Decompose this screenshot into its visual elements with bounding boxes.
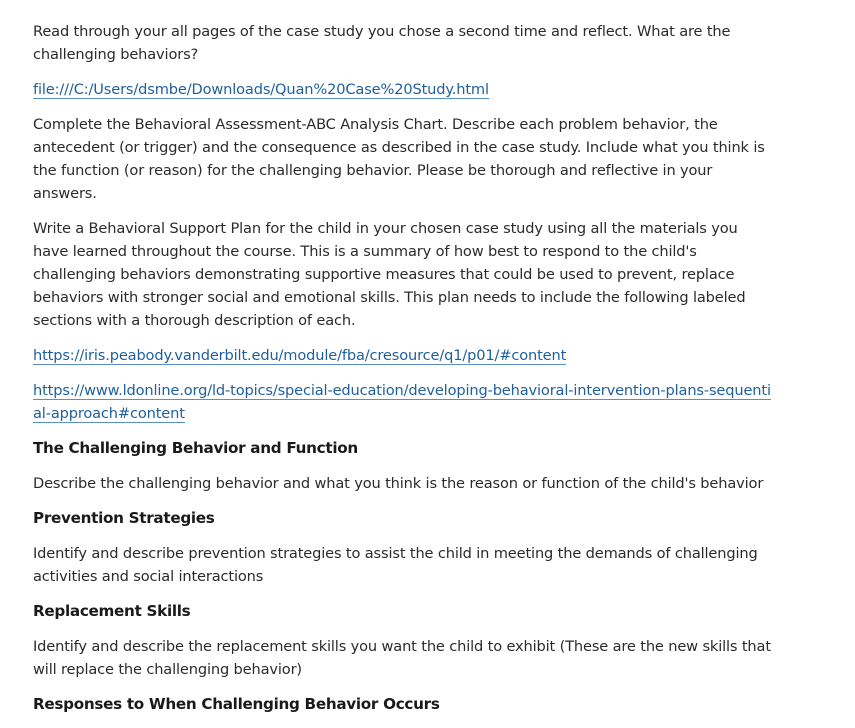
instruction-paragraph-3: Write a Behavioral Support Plan for the child in your chosen case study using all the materials you have learned throughout the course. This is a summary of how best to respond to the child's challenging behaviors demonstrating supportive measures that could be used to prevent, replace behaviors with stronger social and emotional skills. This plan needs to include the following labeled sections with a thorough description of each. bbox=[33, 220, 746, 329]
link-paragraph-3 bbox=[33, 379, 773, 425]
link-paragraph-2 bbox=[33, 344, 773, 367]
section-body-prevention-strategies: Identify and describe prevention strategies to assist the child in meeting the demands of challenging activities and social interactions bbox=[33, 545, 758, 585]
ldonline-link[interactable]: https://www.ldonline.org/ld-topics/special-education/developing-behavioral-intervention-plans-sequential-approach#content bbox=[33, 382, 771, 422]
section-heading-replacement-skills: Replacement Skills bbox=[33, 602, 191, 620]
instruction-paragraph-1: Read through your all pages of the case study you chose a second time and reflect. What are the challenging behaviors? bbox=[33, 23, 731, 63]
iris-peabody-link[interactable]: https://iris.peabody.vanderbilt.edu/module/fba/cresource/q1/p01/#content bbox=[33, 347, 567, 364]
section-heading-challenging-behavior: The Challenging Behavior and Function bbox=[33, 439, 358, 457]
section-heading-prevention-strategies: Prevention Strategies bbox=[33, 509, 215, 527]
document-body bbox=[33, 20, 773, 728]
case-study-file-link[interactable]: file:///C:/Users/dsmbe/Downloads/Quan%20Case%20Study.html bbox=[33, 81, 489, 98]
section-body-challenging-behavior: Describe the challenging behavior and what you think is the reason or function of the child's behavior bbox=[33, 475, 764, 492]
section-heading-responses: Responses to When Challenging Behavior Occurs bbox=[33, 695, 440, 713]
instruction-paragraph-2: Complete the Behavioral Assessment-ABC Analysis Chart. Describe each problem behavior, the antecedent (or trigger) and the consequence as described in the case study. Include what you think is the function (or reason) for the challenging behavior. Please be thorough and reflective in your answers. bbox=[33, 116, 765, 202]
link-paragraph-1 bbox=[33, 78, 773, 101]
section-body-replacement-skills: Identify and describe the replacement skills you want the child to exhibit (These are the new skills that will replace the challenging behavior) bbox=[33, 638, 771, 678]
